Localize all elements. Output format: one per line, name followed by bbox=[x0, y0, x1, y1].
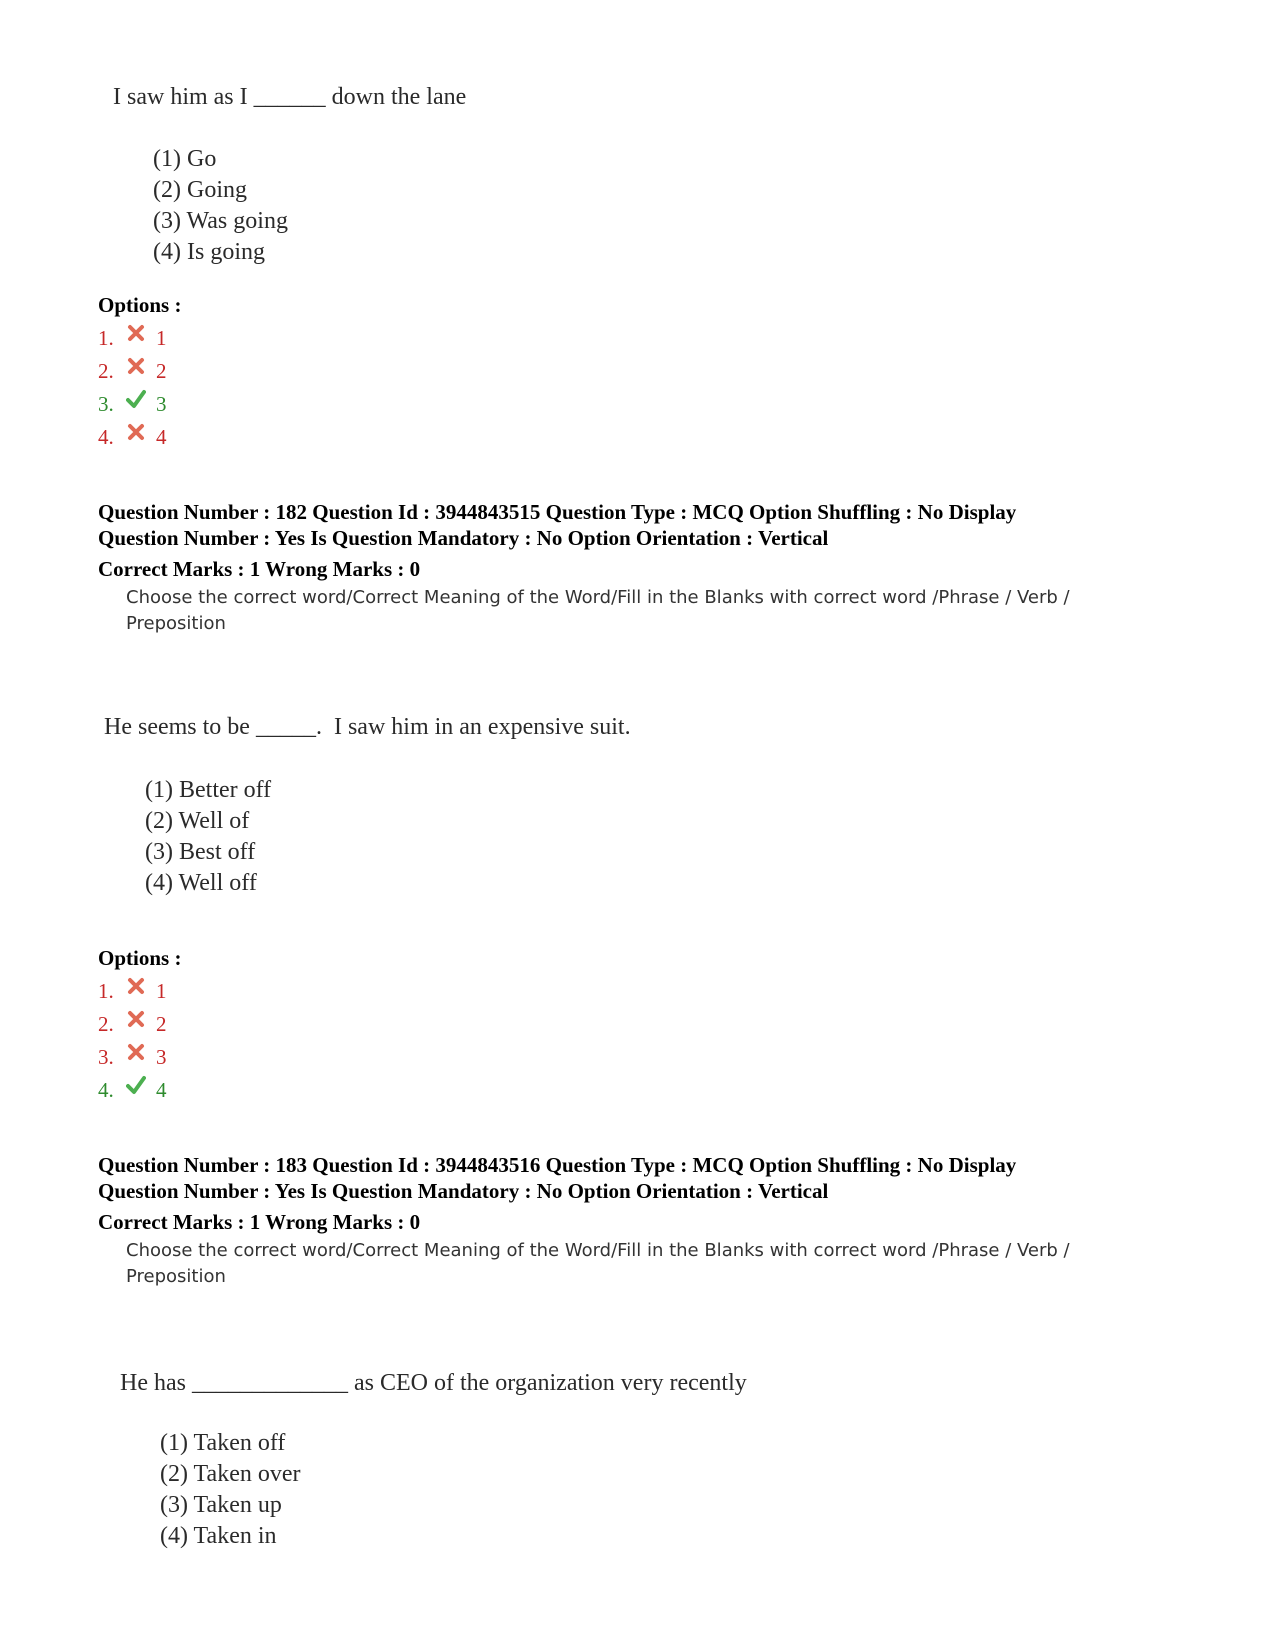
option-row bbox=[98, 421, 167, 454]
options-list bbox=[98, 322, 167, 454]
option-number: 4. bbox=[98, 425, 114, 449]
option-value: 3 bbox=[156, 1045, 167, 1069]
choice-item: (1) Go bbox=[153, 146, 217, 172]
cross-icon bbox=[126, 323, 146, 343]
choice-list bbox=[145, 775, 271, 899]
choice-item: (1) Better off bbox=[145, 777, 272, 803]
check-icon bbox=[126, 389, 146, 409]
check-icon bbox=[126, 1075, 146, 1095]
choice-item: (4) Well off bbox=[145, 870, 257, 896]
choice-item: (4) Is going bbox=[153, 239, 265, 265]
options-list bbox=[98, 975, 167, 1107]
choice-item: (3) Best off bbox=[145, 839, 256, 865]
choice-item: (4) Taken in bbox=[160, 1523, 277, 1549]
option-row bbox=[98, 322, 167, 355]
choice-item: (1) Taken off bbox=[160, 1430, 286, 1456]
cross-icon bbox=[126, 976, 146, 996]
question-instruction: Choose the correct word/Correct Meaning of the Word/Fill in the Blanks with correct word /Phrase / Verb / Preposition bbox=[126, 1240, 1070, 1287]
option-row bbox=[98, 355, 167, 388]
cross-icon bbox=[126, 356, 146, 376]
option-number: 2. bbox=[98, 1012, 114, 1036]
choice-item: (2) Going bbox=[153, 177, 247, 203]
option-value: 2 bbox=[156, 1012, 167, 1036]
choice-list bbox=[153, 144, 288, 268]
option-value: 4 bbox=[156, 425, 167, 449]
choice-item: (3) Was going bbox=[153, 208, 288, 234]
options-label: Options : bbox=[98, 293, 182, 317]
choice-item: (3) Taken up bbox=[160, 1492, 282, 1518]
option-value: 2 bbox=[156, 359, 167, 383]
question-stem: He seems to be _____. I saw him in an expensive suit. bbox=[104, 714, 631, 740]
marks-line: Correct Marks : 1 Wrong Marks : 0 bbox=[98, 557, 421, 581]
option-row bbox=[98, 975, 167, 1008]
question-stem: He has _____________ as CEO of the organization very recently bbox=[120, 1370, 747, 1396]
question-header-line1: Question Number : 183 Question Id : 3944843516 Question Type : MCQ Option Shuffling : No Display bbox=[98, 1153, 1017, 1177]
question-header-line2: Question Number : Yes Is Question Mandatory : No Option Orientation : Vertical bbox=[98, 1179, 829, 1203]
choice-item: (2) Taken over bbox=[160, 1461, 301, 1487]
options-label: Options : bbox=[98, 946, 182, 970]
option-value: 3 bbox=[156, 392, 167, 416]
option-number: 3. bbox=[98, 392, 114, 416]
option-value: 1 bbox=[156, 326, 167, 350]
option-number: 2. bbox=[98, 359, 114, 383]
question-instruction: Choose the correct word/Correct Meaning of the Word/Fill in the Blanks with correct word /Phrase / Verb / Preposition bbox=[126, 587, 1070, 634]
option-row bbox=[98, 1041, 167, 1074]
option-number: 1. bbox=[98, 979, 114, 1003]
marks-line: Correct Marks : 1 Wrong Marks : 0 bbox=[98, 1210, 421, 1234]
cross-icon bbox=[126, 1042, 146, 1062]
question-header-line1: Question Number : 182 Question Id : 3944843515 Question Type : MCQ Option Shuffling : No Display bbox=[98, 500, 1017, 524]
option-value: 4 bbox=[156, 1078, 167, 1102]
option-row bbox=[98, 1074, 167, 1107]
option-number: 4. bbox=[98, 1078, 114, 1102]
option-row bbox=[98, 1008, 167, 1041]
choice-item: (2) Well of bbox=[145, 808, 250, 834]
question-stem: I saw him as I ______ down the lane bbox=[113, 84, 467, 110]
cross-icon bbox=[126, 1009, 146, 1029]
option-number: 3. bbox=[98, 1045, 114, 1069]
option-row bbox=[98, 388, 167, 421]
option-number: 1. bbox=[98, 326, 114, 350]
choice-list bbox=[160, 1428, 300, 1552]
cross-icon bbox=[126, 422, 146, 442]
option-value: 1 bbox=[156, 979, 167, 1003]
question-header-line2: Question Number : Yes Is Question Mandatory : No Option Orientation : Vertical bbox=[98, 526, 829, 550]
